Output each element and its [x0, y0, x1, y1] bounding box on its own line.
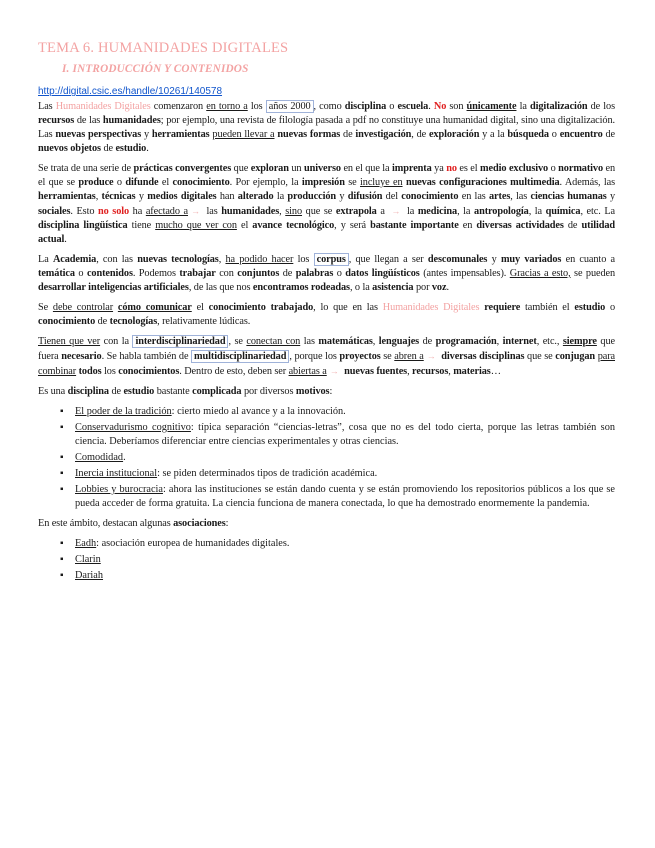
paragraph-origin: Las Humanidades Digitales comenzaron en torno a los años 2000 , como disciplina o escuela. No son únicamente la digitalización de los recursos de las humanidades; por ejemplo, una revista de filología pasada a pdf no constituye una humanidad digital, sino una digitalización. Las nuevas perspectivas y herramientas pueden llevar a nuevas formas de investigación, de exploración y a la búsqueda o encuentro de nuevos objetos de estudio. [38, 101, 616, 154]
paragraph-communication: Se debe controlar cómo comunicar el conocimiento trabajado, lo que en las Humanidades Digitales requiere también el estudio o conocimiento de tecnologías, relativamente lúdicas. [38, 302, 616, 327]
list-item: ▪ Conservadurismo cognitivo: típica separación “ciencias-letras”, cosa que no es del todo cierta, porque las letras también son ciencia. Deberíamos diferenciar entre ciencias experimentales y otras ciencias. [60, 421, 615, 449]
paragraph-academia: La Academia, con las nuevas tecnologías, ha podido hacer los corpus , que llegan a ser descomunales y muy variados en cuanto a temática o contenidos. Podemos trabajar con conjuntos de palabras o datos lingüísticos (antes impensables). Gracias a esto, se pueden desarrollar inteligencias artificiales, de las que nos encontramos rodeadas, o la asistencia por voz. [38, 254, 616, 293]
paragraph-interdisciplinarity: Tienen que ver con la interdisciplinariedad , se conectan con las matemáticas, lenguajes de programación, internet, etc., siempre que fuera necesario. Se habla también de multidisciplinariedad , porque los proyectos se abren a → diversas disciplinas que se conjugan para combinar todos los conocimientos. Dentro de esto, deben ser abiertas a → nuevas fuentes, recursos, materias… [38, 336, 616, 377]
source-link[interactable]: http://digital.csic.es/handle/10261/140578 [38, 86, 223, 97]
list-item: ▪ Clarin [60, 553, 615, 567]
arrow-right-icon: → [191, 206, 200, 216]
section-heading: I. INTRODUCCIÓN Y CONTENIDOS [62, 63, 249, 75]
asociaciones-list [38, 537, 615, 583]
arrow-right-icon: → [426, 351, 436, 361]
list-item: ▪ Inercia institucional: se piden determinados tipos de tradición académica. [60, 467, 615, 481]
paragraph-difficulty: Es una disciplina de estudio bastante complicada por diversos motivos: [38, 386, 333, 397]
list-item: ▪ Dariah [60, 569, 615, 583]
list-item: ▪ Lobbies y burocracia: ahora las instituciones se están dando cuenta y se están promoviendo los repositorios públicos a los que se pueda acceder de forma gratuita. La ciencia funciona de manera conectada, lo que ha demostrado enormemente la pandemia. [60, 483, 615, 511]
arrow-right-icon: → [329, 366, 339, 376]
paragraph-associations: En este ámbito, destacan algunas asociaciones: [38, 518, 229, 529]
list-item: ▪ El poder de la tradición: cierto miedo al avance y a la innovación. [60, 405, 615, 419]
motivos-list [38, 405, 615, 511]
list-item: ▪ Eadh: asociación europea de humanidades digitales. [60, 537, 615, 551]
paragraph-practices: Se trata de una serie de prácticas convergentes que exploran un universo en el que la imprenta ya no es el medio exclusivo o normativo en el que se produce o difunde el conocimiento. Por ejemplo, la impresión se incluye en nuevas configuraciones multimedia. Además, las herramientas, técnicas y medios digitales han alterado la producción y difusión del conocimiento en las artes, las ciencias humanas y sociales. Esto no solo ha afectado a → las humanidades, sino que se extrapola a → la medicina, la antropología, la química, etc. La disciplina lingüística tiene mucho que ver con el avance tecnológico, y será bastante importante en diversas actividades de utilidad actual. [38, 163, 616, 245]
list-item: ▪ Comodidad. [60, 451, 615, 465]
page-title: TEMA 6. HUMANIDADES DIGITALES [38, 40, 289, 56]
arrow-right-icon: → [391, 206, 401, 216]
